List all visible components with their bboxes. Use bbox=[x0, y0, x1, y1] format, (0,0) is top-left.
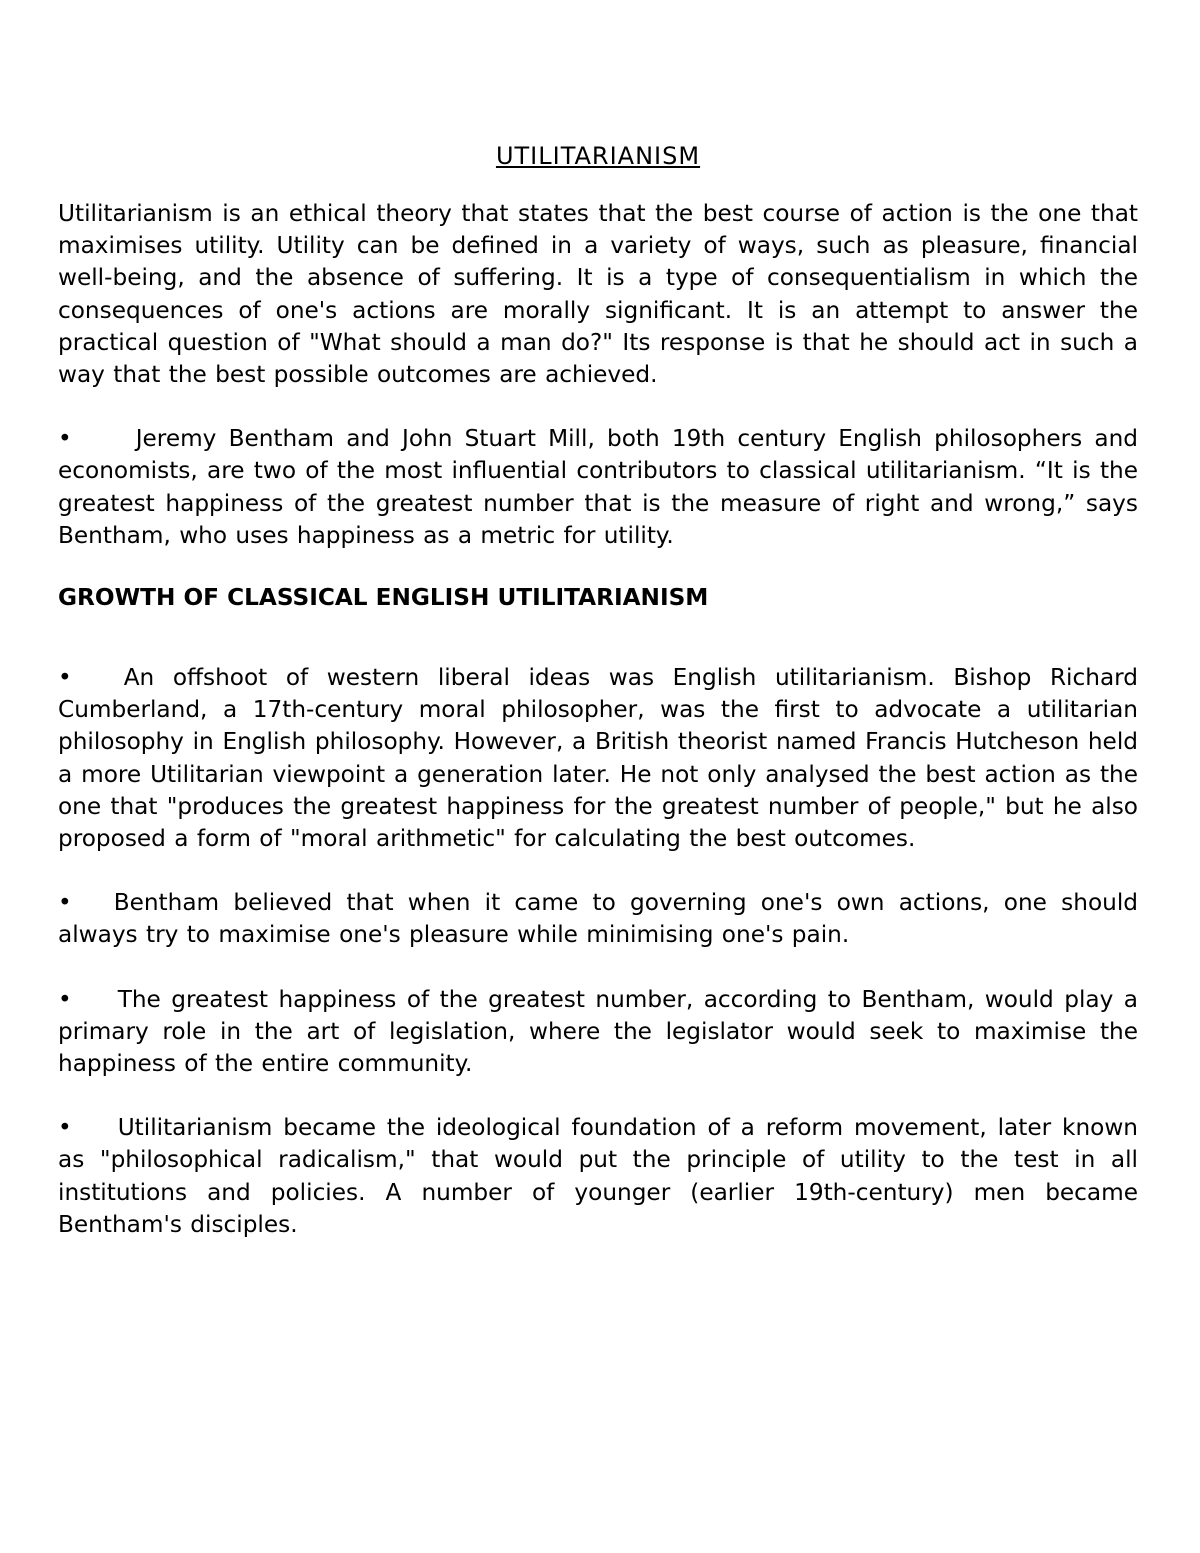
bullet-text: The greatest happiness of the greatest number, according to Bentham, would play a primary role in the art of legislation, where the legislator would seek to maximise the happiness of the entire community. bbox=[58, 985, 1138, 1078]
bullet-paragraph-bentham-mill bbox=[58, 423, 1138, 552]
bullet-marker: • bbox=[58, 664, 72, 692]
bullet-paragraph-offshoot bbox=[58, 662, 1138, 855]
bullet-marker: • bbox=[58, 985, 72, 1013]
spacer bbox=[58, 391, 1138, 423]
intro-paragraph: Utilitarianism is an ethical theory that states that the best course of action is the one that maximises utility. Utility can be defined in a variety of ways, such as pleasure, financial well-being, and the absence of suffering. It is a type of consequentialism in which the consequences of one's actions are morally significant. It is an attempt to answer the practical question of "What should a man do?" Its response is that he should act in such a way that the best possible outcomes are achieved. bbox=[58, 200, 1138, 389]
bullet-marker: • bbox=[58, 1114, 72, 1142]
bullet-marker: • bbox=[58, 425, 72, 453]
spacer bbox=[58, 614, 1138, 662]
bullet-text: Utilitarianism became the ideological foundation of a reform movement, later known as "philosophical radicalism," that would put the principle of utility to the test in all institutions and policies. A number of younger (earlier 19th-century) men became Bentham's disciples. bbox=[58, 1114, 1138, 1238]
spacer bbox=[58, 952, 1138, 984]
document-title: UTILITARIANISM bbox=[495, 142, 701, 170]
spacer bbox=[58, 855, 1138, 887]
bullet-text: An offshoot of western liberal ideas was English utilitarianism. Bishop Richard Cumberland, a 17th-century moral philosopher, was the first to advocate a utilitarian philosophy in English philosophy. However, a British theorist named Francis Hutcheson held a more Utilitarian viewpoint a generation later. He not only analysed the best action as the one that "produces the greatest happiness for the greatest number of people," but he also proposed a form of "moral arithmetic" for calculating the best outcomes. bbox=[58, 664, 1138, 853]
bullet-paragraph-legislation bbox=[58, 984, 1138, 1081]
bullet-paragraph-reform bbox=[58, 1112, 1138, 1241]
bullet-text: Jeremy Bentham and John Stuart Mill, both 19th century English philosophers and economists, are two of the most influential contributors to classical utilitarianism. “It is the greatest happiness of the greatest number that is the measure of right and wrong,” says Bentham, who uses happiness as a metric for utility. bbox=[58, 425, 1138, 549]
bullet-text: Bentham believed that when it came to governing one's own actions, one should always try to maximise one's pleasure while minimising one's pain. bbox=[58, 889, 1138, 949]
section-heading: GROWTH OF CLASSICAL ENGLISH UTILITARIANISM bbox=[58, 584, 709, 612]
bullet-paragraph-pleasure bbox=[58, 887, 1138, 951]
spacer bbox=[58, 1080, 1138, 1112]
spacer bbox=[58, 552, 1138, 582]
bullet-marker: • bbox=[58, 889, 72, 917]
document-page bbox=[58, 140, 1138, 1241]
